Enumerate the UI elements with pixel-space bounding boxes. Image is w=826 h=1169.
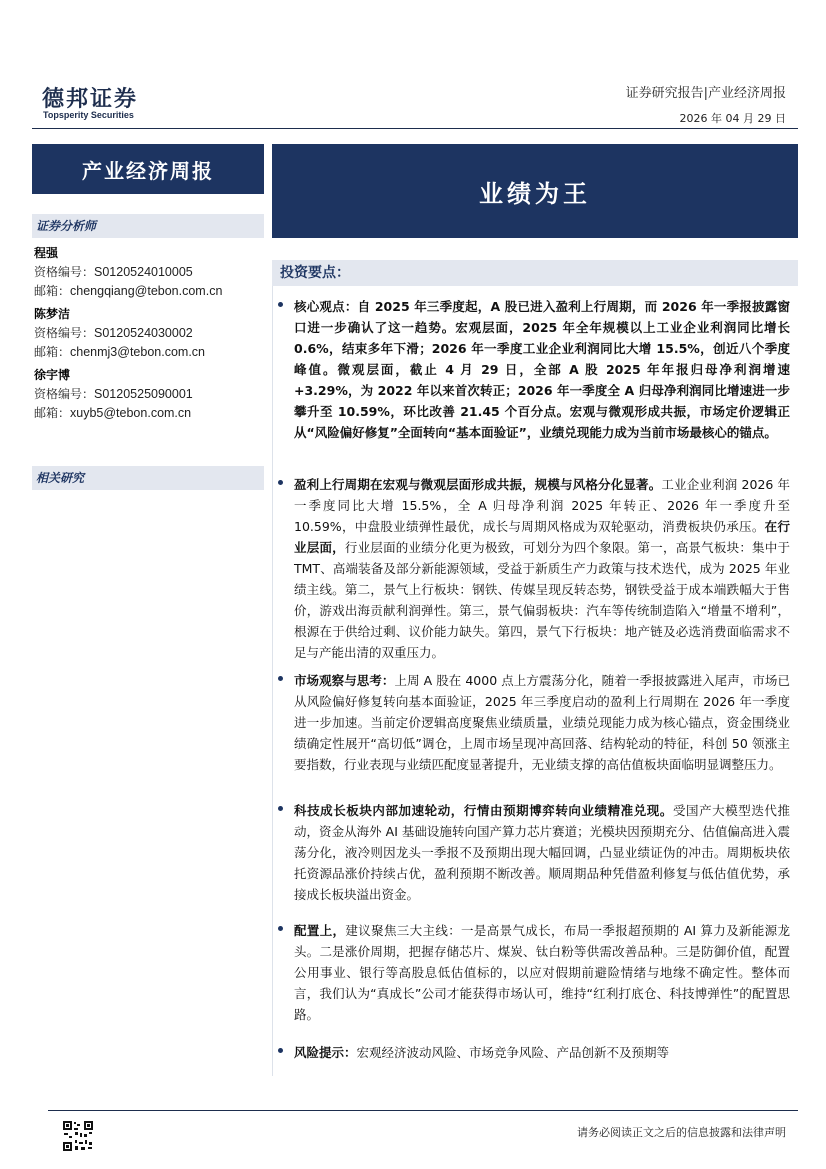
cert-label: 资格编号： [34, 265, 95, 279]
analyst-name: 徐宇博 [34, 368, 71, 382]
bullet-text: 建议聚焦三大主线：一是高景气成长，布局一季报超预期的 AI 算力及新能源龙头。二是涨价周期，把握存储芯片、煤炭、钛白粉等供需改善品种。三是防御价值，配置公用事业、银行等高股息低估值标的，以应对假期前避险情绪与地缘不确定性。整体而言，我们认为“真成长”公司才能获得市场认可，维持“红利打底仓、科技博弹性”的配置思路。 [294, 923, 790, 1022]
report-series-banner: 产业经济周报 [32, 144, 264, 194]
analysts-heading: 证券分析师 [32, 214, 264, 238]
bullet-dot-icon [278, 806, 283, 811]
bullet-market-observation [278, 670, 790, 775]
content-border [272, 286, 273, 1076]
analyst-email[interactable]: xuyb5@tebon.com.cn [70, 406, 192, 420]
email-label: 邮箱： [34, 284, 71, 298]
cert-label: 资格编号： [34, 326, 95, 340]
bullet-dot-icon [278, 302, 283, 307]
bullet-risk [278, 1042, 790, 1063]
bullet-dot-icon [278, 1048, 283, 1053]
related-research-heading: 相关研究 [32, 466, 264, 490]
bullet-core-view [278, 296, 790, 443]
analyst-email[interactable]: chengqiang@tebon.com.cn [70, 284, 223, 298]
company-logo: 德邦证券 [42, 87, 139, 112]
disclaimer-notice: 请务必阅读正文之后的信息披露和法律声明 [577, 1126, 786, 1139]
email-label: 邮箱： [34, 345, 71, 359]
analyst-email[interactable]: chenmj3@tebon.com.cn [70, 345, 205, 359]
qr-code-icon [62, 1120, 94, 1152]
bullet-text: 工业企业利润 2026 年一季度同比大增 15.5%，全 A 归母净利润 2025 年转正、2026 年一季度升至 10.59%，中盘股业绩弹性最优，成长与周期风格成为双轮驱动，消费板块仍承压。 [294, 477, 790, 534]
bullet-text: 受国产大模型迭代推动，资金从海外 AI 基础设施转向国产算力芯片赛道；光模块因预期充分、估值偏高进入震荡分化，液冷则因龙头一季报不及预期出现大幅回调，凸显业绩证伪的冲击。周期板块依托资源品涨价持续占优，盈利预期不断改善。顺周期品种凭借盈利修复与低估值优势，承接成长板块溢出资金。 [294, 803, 790, 902]
bullet-dot-icon [278, 926, 283, 931]
bullet-lead: 核心观点：自 2025 年三季度起，A 股已进入盈利上行周期，而 2026 年一季报披露窗口进一步确认了这一趋势。宏观层面，2025 年全年规模以上工业企业利润同比增长 0.6%，结束多年下滑；2026 年一季度工业企业利润同比大增 15.5%，创近八个季度峰值。微观层面，截止 4 月 29 日，全部 A 股 2025 年年报归母净利润增速+3.29%，为 2022 年以来首次转正；2026 年一季度全 A 归母净利润同比增速进一步攀升至 10.59%，环比改善 21.45 个百分点。宏观与微观形成共振，市场定价逻辑正从“风险偏好修复”全面转向“基本面验证”，业绩兑现能力成为当前市场最核心的锚点。 [294, 299, 790, 440]
bullet-text: 上周 A 股在 4000 点上方震荡分化，随着一季报披露进入尾声，市场已从风险偏好修复转向基本面验证，2025 年三季度启动的盈利上行周期在 2026 年一季度进一步加速。当前定价逻辑高度聚焦业绩质量，业绩兑现能力成为核心锚点，资金围绕业绩确定性展开“高切低”调仓，上周市场呈现冲高回落、结构轮动的特征，科创 50 领涨主要指数，行业表现与业绩匹配度显著提升，无业绩支撑的高估值板块面临明显调整压力。 [294, 673, 790, 772]
bullet-lead: 盈利上行周期在宏观与微观层面形成共振，规模与风格分化显著。 [294, 477, 662, 492]
analyst-name: 程强 [34, 246, 59, 260]
bullet-profit-cycle [278, 474, 790, 663]
bullet-lead: 风险提示： [294, 1045, 357, 1060]
analyst-card [34, 244, 264, 301]
report-title-banner: 业绩为王 [272, 144, 798, 238]
cert-label: 资格编号： [34, 387, 95, 401]
bullet-lead-2: 在行业层面， [294, 519, 790, 555]
bullet-tech-growth [278, 800, 790, 905]
header-divider [32, 128, 798, 129]
analyst-card [34, 305, 264, 362]
company-logo-english: Topsperity Securities [43, 110, 134, 120]
footer-divider [48, 1110, 798, 1111]
key-points-heading: 投资要点： [272, 260, 798, 286]
bullet-text: 宏观经济波动风险、市场竞争风险、产品创新不及预期等 [356, 1045, 670, 1060]
cert-number: S0120524010005 [94, 265, 193, 279]
bullet-lead: 科技成长板块内部加速轮动，行情由预期博弈转向业绩精准兑现。 [294, 803, 673, 818]
bullet-dot-icon [278, 676, 283, 681]
report-date: 2026 年 04 月 29 日 [679, 112, 786, 125]
cert-number: S0120524030002 [94, 326, 193, 340]
analyst-card [34, 366, 264, 423]
bullet-lead: 配置上， [294, 923, 346, 938]
analyst-name: 陈梦洁 [34, 307, 71, 321]
bullet-dot-icon [278, 480, 283, 485]
bullet-text-2: 行业层面的业绩分化更为极致，可划分为四个象限。第一，高景气板块：集中于 TMT、高端装备及部分新能源领域，受益于新质生产力政策与技术迭代，成为 2025 年业绩主线。第二，景气上行板块：钢铁、传媒呈现反转态势，钢铁受益于成本端跌幅大于售价，游戏出海贡献利润弹性。第三，景气偏弱板块：汽车等传统制造陷入“增量不增利”，根源在于供给过剩、议价能力缺失。第四，景气下行板块：地产链及必选消费面临需求不足与产能出清的双重压力。 [294, 540, 790, 660]
bullet-allocation [278, 920, 790, 1025]
report-type: 证券研究报告|产业经济周报 [625, 86, 786, 101]
bullet-lead: 市场观察与思考： [294, 673, 395, 688]
cert-number: S0120525090001 [94, 387, 193, 401]
email-label: 邮箱： [34, 406, 71, 420]
